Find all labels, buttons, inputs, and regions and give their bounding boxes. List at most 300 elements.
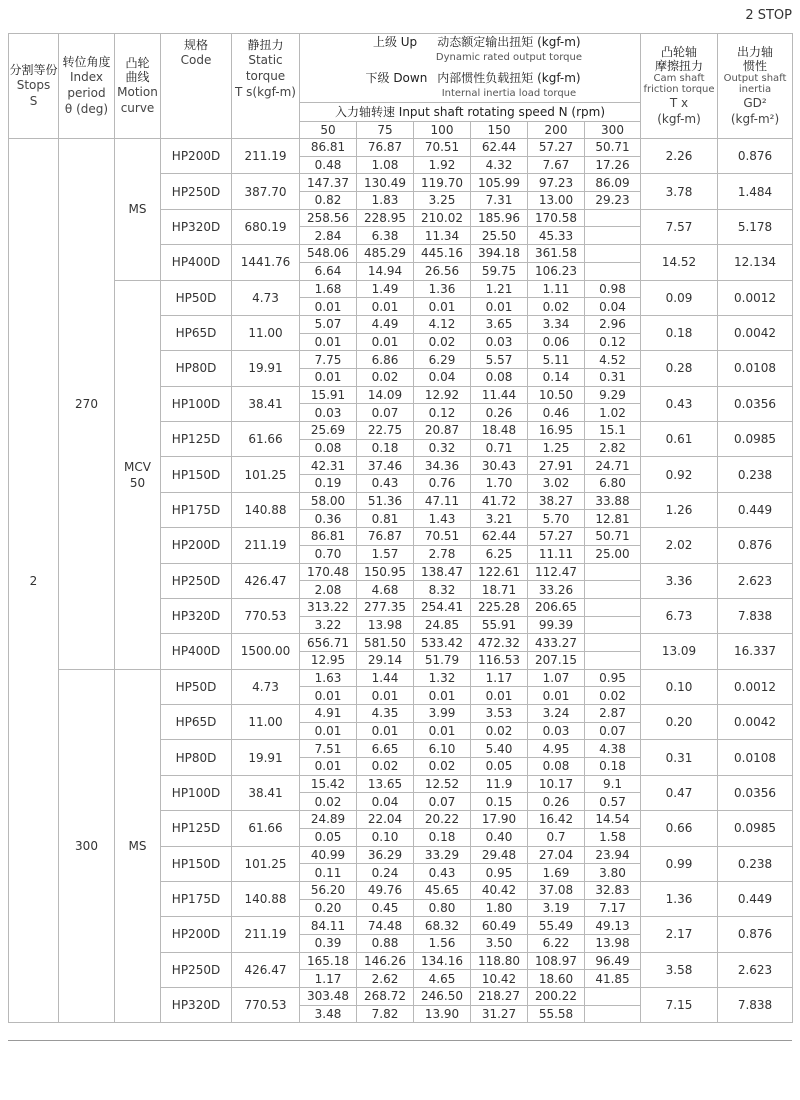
code-cell: HP125D: [161, 422, 232, 457]
upper-torque-cell: 200.22: [528, 988, 585, 1006]
upper-torque-cell: 29.48: [471, 846, 528, 864]
upper-torque-cell: 86.81: [300, 528, 357, 546]
upper-torque-cell: 50.71: [585, 139, 641, 157]
friction-torque-cell: 14.52: [641, 245, 718, 280]
upper-torque-cell: 0.98: [585, 280, 641, 298]
upper-torque-cell: 1.07: [528, 669, 585, 687]
lower-torque-cell: 2.82: [585, 439, 641, 457]
upper-torque-cell: 57.27: [528, 139, 585, 157]
lower-torque-cell: 25.50: [471, 227, 528, 245]
upper-torque-cell: 1.32: [414, 669, 471, 687]
code-cell: HP320D: [161, 988, 232, 1023]
lower-torque-cell: 2.08: [300, 581, 357, 599]
upper-torque-cell: 206.65: [528, 598, 585, 616]
static-torque-cell: 770.53: [232, 598, 300, 633]
lower-torque-cell: 13.00: [528, 192, 585, 210]
friction-torque-cell: 0.20: [641, 705, 718, 740]
static-torque-cell: 1500.00: [232, 634, 300, 669]
upper-torque-cell: 150.95: [357, 563, 414, 581]
inertia-cell: 1.484: [718, 174, 793, 209]
friction-torque-cell: 0.61: [641, 422, 718, 457]
inertia-cell: 2.623: [718, 952, 793, 987]
upper-torque-cell: 225.28: [471, 598, 528, 616]
lower-torque-cell: 0.20: [300, 899, 357, 917]
upper-torque-cell: 51.36: [357, 492, 414, 510]
lower-torque-cell: 0.46: [528, 404, 585, 422]
lower-torque-cell: 59.75: [471, 262, 528, 280]
lower-torque-cell: 26.56: [414, 262, 471, 280]
upper-torque-cell: 3.99: [414, 705, 471, 723]
code-cell: HP65D: [161, 315, 232, 350]
lower-torque-cell: 55.58: [528, 1005, 585, 1023]
upper-torque-cell: 45.65: [414, 881, 471, 899]
lower-torque-cell: 0.01: [528, 687, 585, 705]
lower-torque-cell: 4.32: [471, 156, 528, 174]
friction-torque-cell: 0.47: [641, 775, 718, 810]
lower-torque-cell: 5.70: [528, 510, 585, 528]
upper-torque-cell: 581.50: [357, 634, 414, 652]
upper-torque-cell: 12.92: [414, 386, 471, 404]
upper-torque-cell: 24.71: [585, 457, 641, 475]
table-row: [9, 669, 793, 687]
lower-torque-cell: 0.01: [300, 368, 357, 386]
inertia-cell: 2.623: [718, 563, 793, 598]
friction-torque-cell: 0.66: [641, 811, 718, 846]
inertia-cell: 5.178: [718, 209, 793, 244]
lower-torque-cell: 0.12: [585, 333, 641, 351]
upper-torque-cell: 20.87: [414, 422, 471, 440]
upper-torque-cell: 27.04: [528, 846, 585, 864]
upper-torque-cell: 147.37: [300, 174, 357, 192]
upper-torque-cell: [585, 598, 641, 616]
upper-torque-cell: 86.09: [585, 174, 641, 192]
upper-torque-cell: 548.06: [300, 245, 357, 263]
upper-torque-cell: 134.16: [414, 952, 471, 970]
upper-torque-cell: 4.91: [300, 705, 357, 723]
lower-torque-cell: 18.60: [528, 970, 585, 988]
static-torque-cell: 770.53: [232, 988, 300, 1023]
static-torque-cell: 387.70: [232, 174, 300, 209]
lower-torque-cell: [585, 651, 641, 669]
lower-torque-cell: 0.03: [528, 722, 585, 740]
upper-torque-cell: 210.02: [414, 209, 471, 227]
upper-torque-cell: 68.32: [414, 917, 471, 935]
inertia-cell: 0.0042: [718, 315, 793, 350]
friction-torque-cell: 3.58: [641, 952, 718, 987]
static-torque-cell: 19.91: [232, 740, 300, 775]
lower-torque-cell: 1.17: [300, 970, 357, 988]
upper-torque-cell: 108.97: [528, 952, 585, 970]
lower-torque-cell: 0.01: [300, 298, 357, 316]
upper-torque-cell: 10.50: [528, 386, 585, 404]
lower-torque-cell: 12.81: [585, 510, 641, 528]
lower-torque-cell: 10.42: [471, 970, 528, 988]
lower-torque-cell: 0.31: [585, 368, 641, 386]
inertia-cell: 0.449: [718, 492, 793, 527]
static-torque-cell: 1441.76: [232, 245, 300, 280]
upper-torque-cell: 70.51: [414, 528, 471, 546]
upper-torque-cell: 9.1: [585, 775, 641, 793]
lower-torque-cell: 0.15: [471, 793, 528, 811]
lower-torque-cell: 31.27: [471, 1005, 528, 1023]
static-torque-cell: 211.19: [232, 528, 300, 563]
upper-torque-cell: 533.42: [414, 634, 471, 652]
upper-torque-cell: 2.87: [585, 705, 641, 723]
lower-torque-cell: 3.80: [585, 864, 641, 882]
lower-torque-cell: 0.26: [528, 793, 585, 811]
lower-torque-cell: 0.01: [471, 687, 528, 705]
lower-torque-cell: 1.25: [528, 439, 585, 457]
stops-cell: 2: [9, 139, 59, 1023]
lower-torque-cell: 24.85: [414, 616, 471, 634]
upper-torque-cell: 1.17: [471, 669, 528, 687]
upper-torque-cell: 84.11: [300, 917, 357, 935]
upper-torque-cell: [585, 988, 641, 1006]
upper-torque-cell: 3.34: [528, 315, 585, 333]
lower-torque-cell: 99.39: [528, 616, 585, 634]
inertia-cell: 0.0012: [718, 669, 793, 704]
upper-torque-cell: 1.36: [414, 280, 471, 298]
upper-torque-cell: 1.68: [300, 280, 357, 298]
static-torque-cell: 101.25: [232, 846, 300, 881]
lower-torque-cell: 0.04: [585, 298, 641, 316]
page-stop-label: 2 STOP: [745, 8, 792, 23]
inertia-cell: 0.876: [718, 917, 793, 952]
header-speed-label: 入力轴转速 Input shaft rotating speed N (rpm): [300, 103, 641, 122]
upper-torque-cell: 472.32: [471, 634, 528, 652]
code-cell: HP400D: [161, 245, 232, 280]
lower-level-label: 下级 Down: [365, 71, 428, 85]
upper-torque-cell: 105.99: [471, 174, 528, 192]
friction-torque-cell: 6.73: [641, 598, 718, 633]
upper-torque-cell: 4.95: [528, 740, 585, 758]
upper-torque-cell: 185.96: [471, 209, 528, 227]
upper-torque-cell: 15.1: [585, 422, 641, 440]
lower-torque-cell: 3.21: [471, 510, 528, 528]
lower-torque-cell: 0.03: [471, 333, 528, 351]
friction-torque-cell: 1.26: [641, 492, 718, 527]
friction-torque-cell: 1.36: [641, 881, 718, 916]
upper-torque-cell: 57.27: [528, 528, 585, 546]
upper-torque-cell: 656.71: [300, 634, 357, 652]
upper-torque-cell: [585, 634, 641, 652]
header-static-torque: 静扭力 Static torque T s(kgf-m): [232, 34, 300, 139]
upper-torque-cell: 1.44: [357, 669, 414, 687]
upper-torque-cell: 254.41: [414, 598, 471, 616]
lower-torque-cell: 0.7: [528, 828, 585, 846]
friction-torque-cell: 0.09: [641, 280, 718, 315]
lower-torque-cell: 0.43: [357, 475, 414, 493]
lower-torque-cell: 0.01: [471, 298, 528, 316]
static-torque-cell: 61.66: [232, 811, 300, 846]
friction-torque-cell: 0.31: [641, 740, 718, 775]
inertia-cell: 0.876: [718, 139, 793, 174]
lower-torque-cell: 0.48: [300, 156, 357, 174]
static-torque-cell: 11.00: [232, 705, 300, 740]
upper-torque-cell: 218.27: [471, 988, 528, 1006]
table-row: [9, 139, 793, 157]
upper-torque-cell: 10.17: [528, 775, 585, 793]
code-cell: HP50D: [161, 280, 232, 315]
lower-torque-cell: 11.11: [528, 545, 585, 563]
lower-torque-cell: 0.02: [585, 687, 641, 705]
static-torque-cell: 680.19: [232, 209, 300, 244]
lower-torque-cell: 0.04: [414, 368, 471, 386]
upper-torque-cell: 15.42: [300, 775, 357, 793]
speed-col: 150: [471, 122, 528, 139]
upper-torque-cell: 3.53: [471, 705, 528, 723]
lower-torque-cell: 7.67: [528, 156, 585, 174]
static-torque-cell: 38.41: [232, 386, 300, 421]
upper-torque-cell: 40.42: [471, 881, 528, 899]
inertia-cell: 0.0985: [718, 811, 793, 846]
lower-torque-cell: 0.08: [528, 758, 585, 776]
code-cell: HP200D: [161, 917, 232, 952]
upper-torque-cell: 122.61: [471, 563, 528, 581]
header-stops: 分割等份 Stops S: [9, 34, 59, 139]
lower-torque-cell: 0.05: [471, 758, 528, 776]
friction-torque-cell: 0.92: [641, 457, 718, 492]
lower-torque-cell: 0.40: [471, 828, 528, 846]
upper-torque-cell: 22.75: [357, 422, 414, 440]
lower-torque-cell: 106.23: [528, 262, 585, 280]
lower-torque-cell: 55.91: [471, 616, 528, 634]
lower-torque-cell: 13.90: [414, 1005, 471, 1023]
lower-torque-cell: 1.69: [528, 864, 585, 882]
upper-torque-cell: 1.21: [471, 280, 528, 298]
friction-torque-cell: 2.26: [641, 139, 718, 174]
upper-torque-cell: 118.80: [471, 952, 528, 970]
lower-torque-cell: 1.92: [414, 156, 471, 174]
friction-torque-cell: 7.57: [641, 209, 718, 244]
lower-torque-cell: 2.62: [357, 970, 414, 988]
lower-torque-cell: 2.84: [300, 227, 357, 245]
upper-torque-cell: 4.38: [585, 740, 641, 758]
upper-torque-cell: 246.50: [414, 988, 471, 1006]
code-cell: HP200D: [161, 139, 232, 174]
code-cell: HP175D: [161, 492, 232, 527]
header-torque-legend: 上级 Up 动态额定输出扭矩 (kgf-m) Dynamic rated output torque 下级 Down 内部惯性负载扭矩 (kgf-m) Internal inertia load torque: [300, 34, 641, 103]
upper-torque-cell: 55.49: [528, 917, 585, 935]
lower-torque-cell: 0.81: [357, 510, 414, 528]
static-torque-cell: 211.19: [232, 917, 300, 952]
upper-torque-cell: 56.20: [300, 881, 357, 899]
lower-torque-cell: 1.43: [414, 510, 471, 528]
inertia-cell: 0.0985: [718, 422, 793, 457]
inertia-cell: 0.0356: [718, 775, 793, 810]
code-cell: HP250D: [161, 563, 232, 598]
static-torque-cell: 140.88: [232, 492, 300, 527]
lower-torque-cell: 0.06: [528, 333, 585, 351]
lower-torque-cell: 0.19: [300, 475, 357, 493]
static-torque-cell: 140.88: [232, 881, 300, 916]
lower-torque-cell: 1.70: [471, 475, 528, 493]
lower-torque-cell: 0.07: [357, 404, 414, 422]
inertia-cell: 7.838: [718, 598, 793, 633]
upper-torque-cell: 0.95: [585, 669, 641, 687]
lower-torque-cell: 3.19: [528, 899, 585, 917]
upper-torque-cell: 32.83: [585, 881, 641, 899]
upper-torque-cell: 62.44: [471, 528, 528, 546]
upper-torque-cell: 50.71: [585, 528, 641, 546]
upper-torque-cell: 20.22: [414, 811, 471, 829]
lower-torque-cell: 0.82: [300, 192, 357, 210]
upper-torque-cell: 49.13: [585, 917, 641, 935]
lower-torque-cell: 3.48: [300, 1005, 357, 1023]
static-torque-cell: 11.00: [232, 315, 300, 350]
lower-torque-cell: 0.70: [300, 545, 357, 563]
friction-torque-cell: 3.36: [641, 563, 718, 598]
lower-torque-cell: 0.39: [300, 934, 357, 952]
lower-torque-cell: 0.57: [585, 793, 641, 811]
friction-torque-cell: 0.10: [641, 669, 718, 704]
friction-torque-cell: 0.28: [641, 351, 718, 386]
lower-torque-cell: 0.10: [357, 828, 414, 846]
inertia-cell: 7.838: [718, 988, 793, 1023]
code-cell: HP65D: [161, 705, 232, 740]
code-cell: HP250D: [161, 174, 232, 209]
lower-torque-cell: 45.33: [528, 227, 585, 245]
bottom-rule: [8, 1040, 792, 1041]
lower-torque-cell: 13.98: [357, 616, 414, 634]
friction-torque-cell: 0.99: [641, 846, 718, 881]
inertia-cell: 12.134: [718, 245, 793, 280]
lower-torque-cell: 0.01: [300, 333, 357, 351]
lower-torque-cell: 1.02: [585, 404, 641, 422]
lower-torque-cell: 11.34: [414, 227, 471, 245]
lower-torque-cell: 0.18: [585, 758, 641, 776]
upper-torque-cell: 485.29: [357, 245, 414, 263]
speed-col: 300: [585, 122, 641, 139]
upper-torque-cell: 5.11: [528, 351, 585, 369]
code-cell: HP320D: [161, 598, 232, 633]
speed-col: 100: [414, 122, 471, 139]
upper-torque-cell: 6.10: [414, 740, 471, 758]
upper-torque-cell: 5.40: [471, 740, 528, 758]
period-cell: 300: [59, 669, 115, 1023]
upper-torque-cell: 6.86: [357, 351, 414, 369]
lower-torque-cell: 41.85: [585, 970, 641, 988]
static-torque-cell: 19.91: [232, 351, 300, 386]
upper-torque-cell: 146.26: [357, 952, 414, 970]
friction-torque-cell: 7.15: [641, 988, 718, 1023]
lower-torque-cell: 29.23: [585, 192, 641, 210]
lower-torque-cell: [585, 262, 641, 280]
lower-torque-cell: 1.57: [357, 545, 414, 563]
upper-torque-cell: 14.54: [585, 811, 641, 829]
header-code: 规格 Code: [161, 34, 232, 139]
upper-torque-cell: 15.91: [300, 386, 357, 404]
inertia-cell: 0.0108: [718, 740, 793, 775]
lower-torque-cell: [585, 227, 641, 245]
upper-torque-cell: 7.51: [300, 740, 357, 758]
upper-torque-cell: 268.72: [357, 988, 414, 1006]
code-cell: HP175D: [161, 881, 232, 916]
lower-torque-cell: 7.17: [585, 899, 641, 917]
upper-torque-cell: [585, 245, 641, 263]
lower-torque-cell: [585, 616, 641, 634]
lower-torque-cell: 3.50: [471, 934, 528, 952]
lower-torque-cell: 0.01: [357, 722, 414, 740]
speed-col: 50: [300, 122, 357, 139]
code-cell: HP80D: [161, 740, 232, 775]
friction-torque-cell: 3.78: [641, 174, 718, 209]
lower-torque-cell: 0.01: [300, 687, 357, 705]
upper-torque-cell: 49.76: [357, 881, 414, 899]
code-cell: HP100D: [161, 386, 232, 421]
lower-torque-cell: 6.25: [471, 545, 528, 563]
inertia-cell: 0.876: [718, 528, 793, 563]
lower-torque-cell: 4.68: [357, 581, 414, 599]
curve-cell: MS: [115, 669, 161, 1023]
upper-torque-cell: 2.96: [585, 315, 641, 333]
lower-torque-cell: 3.02: [528, 475, 585, 493]
table-header: [9, 34, 793, 139]
static-torque-cell: 61.66: [232, 422, 300, 457]
lower-torque-cell: 0.24: [357, 864, 414, 882]
lower-torque-cell: [585, 581, 641, 599]
lower-torque-cell: 0.02: [471, 722, 528, 740]
upper-torque-cell: 58.00: [300, 492, 357, 510]
code-cell: HP200D: [161, 528, 232, 563]
table-row: [9, 280, 793, 298]
lower-torque-cell: 6.38: [357, 227, 414, 245]
lower-torque-cell: 207.15: [528, 651, 585, 669]
upper-torque-cell: 34.36: [414, 457, 471, 475]
upper-torque-cell: 97.23: [528, 174, 585, 192]
upper-torque-cell: 445.16: [414, 245, 471, 263]
upper-torque-cell: 16.95: [528, 422, 585, 440]
lower-torque-cell: 7.31: [471, 192, 528, 210]
friction-torque-cell: 0.43: [641, 386, 718, 421]
upper-torque-cell: 17.90: [471, 811, 528, 829]
lower-torque-cell: 0.45: [357, 899, 414, 917]
upper-torque-cell: 119.70: [414, 174, 471, 192]
speed-col: 75: [357, 122, 414, 139]
upper-torque-cell: 36.29: [357, 846, 414, 864]
curve-cell: MS: [115, 139, 161, 281]
upper-torque-cell: 165.18: [300, 952, 357, 970]
lower-torque-cell: 0.01: [414, 298, 471, 316]
lower-torque-cell: 3.25: [414, 192, 471, 210]
upper-torque-cell: 170.58: [528, 209, 585, 227]
lower-torque-cell: 12.95: [300, 651, 357, 669]
lower-torque-cell: 0.07: [414, 793, 471, 811]
upper-torque-cell: 62.44: [471, 139, 528, 157]
lower-torque-cell: 0.01: [414, 687, 471, 705]
upper-torque-cell: 22.04: [357, 811, 414, 829]
upper-torque-cell: 130.49: [357, 174, 414, 192]
upper-torque-cell: 6.29: [414, 351, 471, 369]
code-cell: HP100D: [161, 775, 232, 810]
upper-level-label: 上级 Up: [372, 35, 418, 49]
upper-torque-cell: 40.99: [300, 846, 357, 864]
friction-torque-cell: 0.18: [641, 315, 718, 350]
upper-torque-cell: 74.48: [357, 917, 414, 935]
inertia-cell: 0.0042: [718, 705, 793, 740]
lower-torque-cell: 0.02: [528, 298, 585, 316]
upper-torque-cell: 1.49: [357, 280, 414, 298]
header-cam-friction: 凸轮轴 摩擦扭力 Cam shaft friction torque T x (kgf-m): [641, 34, 718, 139]
static-torque-cell: 211.19: [232, 139, 300, 174]
header-motion-curve: 凸轮 曲线 Motion curve: [115, 34, 161, 139]
upper-torque-cell: 14.09: [357, 386, 414, 404]
lower-torque-cell: 0.32: [414, 439, 471, 457]
lower-torque-cell: 0.36: [300, 510, 357, 528]
code-cell: HP150D: [161, 457, 232, 492]
static-torque-cell: 4.73: [232, 280, 300, 315]
upper-torque-cell: 13.65: [357, 775, 414, 793]
